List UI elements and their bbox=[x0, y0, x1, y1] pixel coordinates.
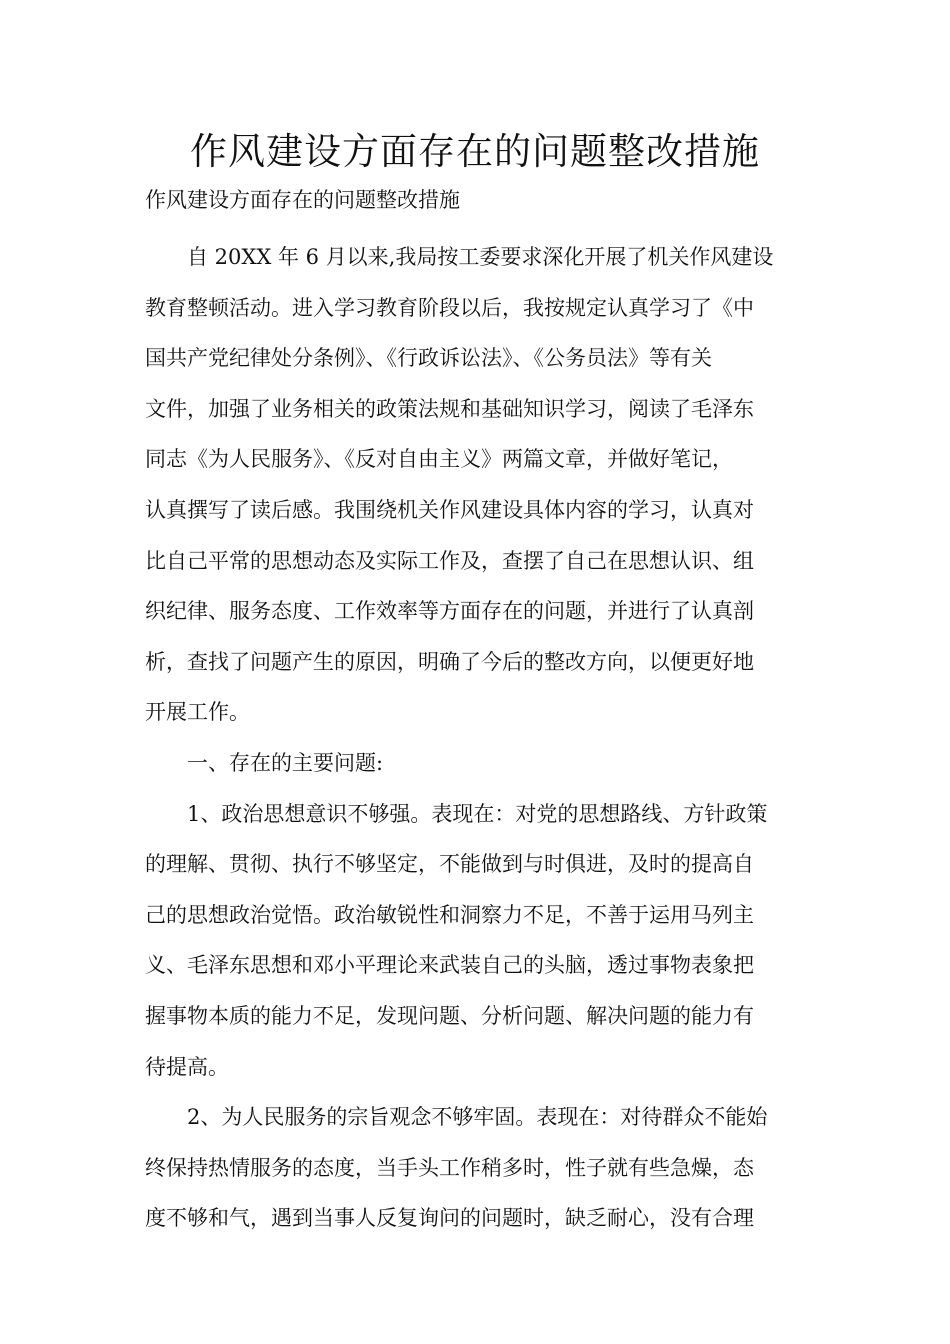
paragraph-line: 待提高。 bbox=[145, 1054, 229, 1079]
paragraph-line: 教育整顿活动。进入学习教育阶段以后，我按规定认真学习了《中 bbox=[145, 295, 754, 320]
paragraph-line: 一、存在的主要问题: bbox=[187, 750, 384, 775]
paragraph-line: 1、政治思想意识不够强。表现在：对党的思想路线、方针政策 bbox=[187, 801, 768, 826]
paragraph-line: 认真撰写了读后感。我围绕机关作风建设具体内容的学习，认真对 bbox=[145, 497, 754, 522]
paragraph-line: 握事物本质的能力不足，发现问题、分析问题、解决问题的能力有 bbox=[145, 1003, 754, 1028]
paragraph-line: 的理解、贯彻、执行不够坚定，不能做到与时俱进，及时的提高自 bbox=[145, 852, 754, 877]
document-title: 作风建设方面存在的问题整改措施 bbox=[190, 130, 760, 173]
paragraph bbox=[145, 1092, 805, 1244]
document-body bbox=[145, 232, 805, 1244]
paragraph bbox=[145, 738, 805, 789]
paragraph bbox=[145, 232, 805, 738]
paragraph-line: 析，查找了问题产生的原因，明确了今后的整改方向，以便更好地 bbox=[145, 649, 754, 674]
paragraph-line: 2、为人民服务的宗旨观念不够牢固。表现在：对待群众不能始 bbox=[187, 1105, 768, 1130]
document-subtitle: 作风建设方面存在的问题整改措施 bbox=[145, 188, 460, 212]
paragraph-line: 文件，加强了业务相关的政策法规和基础知识学习，阅读了毛泽东 bbox=[145, 396, 754, 421]
paragraph bbox=[145, 789, 805, 1093]
paragraph-line: 己的思想政治觉悟。政治敏锐性和洞察力不足，不善于运用马列主 bbox=[145, 902, 754, 927]
paragraph-line: 比自己平常的思想动态及实际工作及，查摆了自己在思想认识、组 bbox=[145, 548, 754, 573]
paragraph-line: 同志《为人民服务》、《反对自由主义》两篇文章，并做好笔记， bbox=[145, 447, 733, 472]
paragraph-line: 开展工作。 bbox=[145, 700, 250, 725]
paragraph-line: 终保持热情服务的态度，当手头工作稍多时，性子就有些急燥，态 bbox=[145, 1155, 754, 1180]
paragraph-line: 国共产党纪律处分条例》、《行政诉讼法》、《公务员法》等有关 bbox=[145, 346, 712, 371]
paragraph-line: 义、毛泽东思想和邓小平理论来武装自己的头脑，透过事物表象把 bbox=[145, 953, 754, 978]
paragraph-line: 自 20XX 年 6 月以来,我局按工委要求深化开展了机关作风建设 bbox=[187, 245, 774, 269]
paragraph-line: 织纪律、服务态度、工作效率等方面存在的问题，并进行了认真剖 bbox=[145, 599, 754, 624]
paragraph-line: 度不够和气，遇到当事人反复询问的问题时，缺乏耐心，没有合理 bbox=[145, 1206, 754, 1231]
